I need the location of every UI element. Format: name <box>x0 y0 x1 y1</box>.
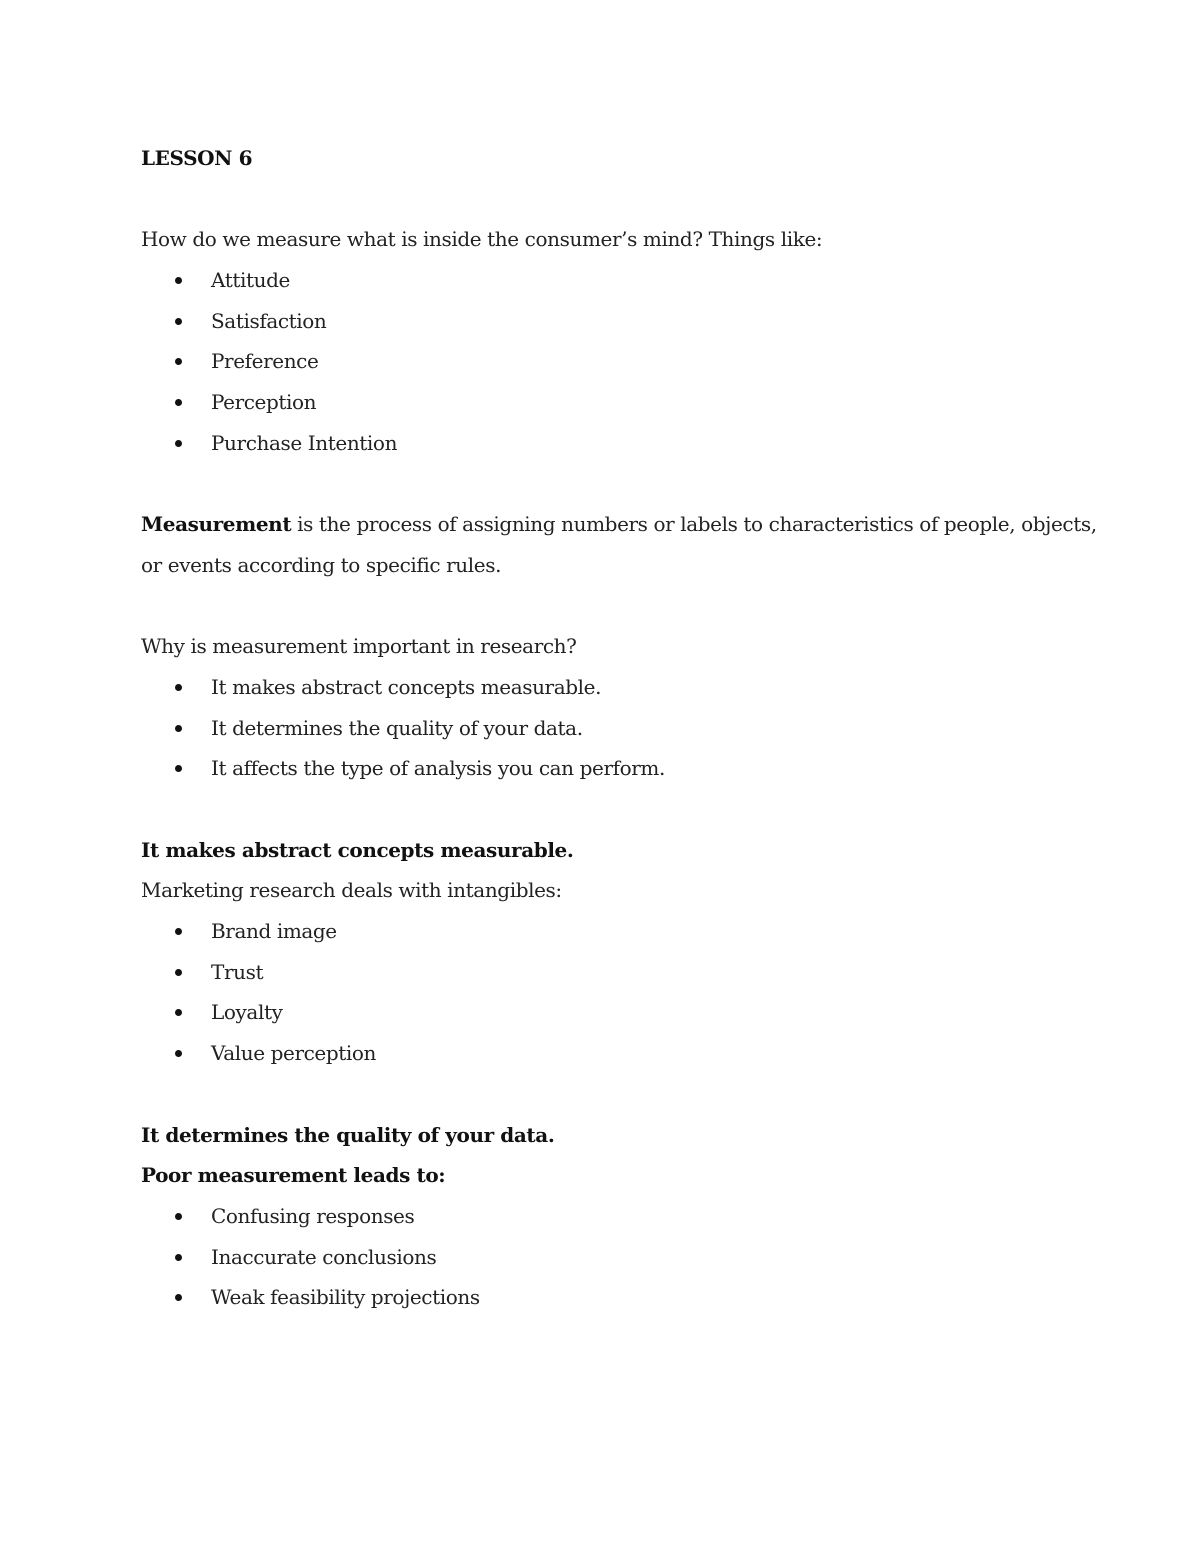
list-item-text: Purchase Intention <box>211 430 398 455</box>
list-item <box>141 301 1081 342</box>
list-item <box>141 260 1081 301</box>
list-item-text: Trust <box>211 959 264 984</box>
list-item <box>141 1237 1081 1278</box>
spacer <box>141 1074 1081 1115</box>
list-item-text: Loyalty <box>211 1000 283 1025</box>
list-item <box>141 423 1081 464</box>
spacer <box>141 586 1081 627</box>
poor-measurement-list <box>141 1196 1081 1318</box>
bullet-icon <box>175 440 182 447</box>
bullet-icon <box>175 765 182 772</box>
list-item-text: Perception <box>211 390 317 415</box>
bullet-icon <box>175 1254 182 1261</box>
list-item-text: Satisfaction <box>211 308 327 333</box>
intangibles-list <box>141 911 1081 1074</box>
list-item <box>141 1277 1081 1318</box>
definition-term: Measurement <box>141 512 292 537</box>
section-subheading: Poor measurement leads to: <box>141 1163 446 1188</box>
list-item <box>141 708 1081 749</box>
list-item-text: Preference <box>211 349 319 374</box>
list-item <box>141 341 1081 382</box>
list-item-text: Confusing responses <box>211 1203 415 1228</box>
list-item-text: It determines the quality of your data. <box>211 715 583 740</box>
lesson-title: LESSON 6 <box>141 146 253 170</box>
bullet-icon <box>175 1294 182 1301</box>
bullet-icon <box>175 1213 182 1220</box>
definition-paragraph <box>141 504 1097 585</box>
bullet-icon <box>175 684 182 691</box>
section-heading: It makes abstract concepts measurable. <box>141 837 574 862</box>
bullet-icon <box>175 928 182 935</box>
list-item <box>141 911 1081 952</box>
bullet-icon <box>175 725 182 732</box>
definition-text-continued: or events according to specific rules. <box>141 552 502 577</box>
spacer <box>141 789 1081 830</box>
section-heading: It determines the quality of your data. <box>141 1122 555 1147</box>
list-item-text: Inaccurate conclusions <box>211 1244 437 1269</box>
list-item-text: Brand image <box>211 919 337 944</box>
list-item <box>141 1033 1081 1074</box>
document-page <box>141 138 1097 1318</box>
bullet-icon <box>175 399 182 406</box>
list-item <box>141 667 1081 708</box>
section-text: Marketing research deals with intangibles: <box>141 878 562 903</box>
list-item <box>141 382 1081 423</box>
bullet-icon <box>175 1009 182 1016</box>
list-item <box>141 992 1081 1033</box>
list-item-text: Weak feasibility projections <box>211 1285 480 1310</box>
spacer <box>141 179 1081 220</box>
why-question: Why is measurement important in research? <box>141 634 577 659</box>
list-item <box>141 952 1081 993</box>
list-item-text: It makes abstract concepts measurable. <box>211 674 602 699</box>
list-item-text: Value perception <box>211 1041 376 1066</box>
intro-list <box>141 260 1081 463</box>
why-list <box>141 667 1081 789</box>
list-item <box>141 1196 1081 1237</box>
intro-question: How do we measure what is inside the consumer’s mind? Things like: <box>141 227 823 252</box>
list-item-text: It affects the type of analysis you can perform. <box>211 756 665 781</box>
bullet-icon <box>175 277 182 284</box>
bullet-icon <box>175 358 182 365</box>
definition-text: is the process of assigning numbers or labels to characteristics of people, objects, <box>291 512 1097 537</box>
bullet-icon <box>175 318 182 325</box>
bullet-icon <box>175 1050 182 1057</box>
bullet-icon <box>175 969 182 976</box>
list-item-text: Attitude <box>211 268 290 293</box>
spacer <box>141 464 1081 505</box>
list-item <box>141 748 1081 789</box>
